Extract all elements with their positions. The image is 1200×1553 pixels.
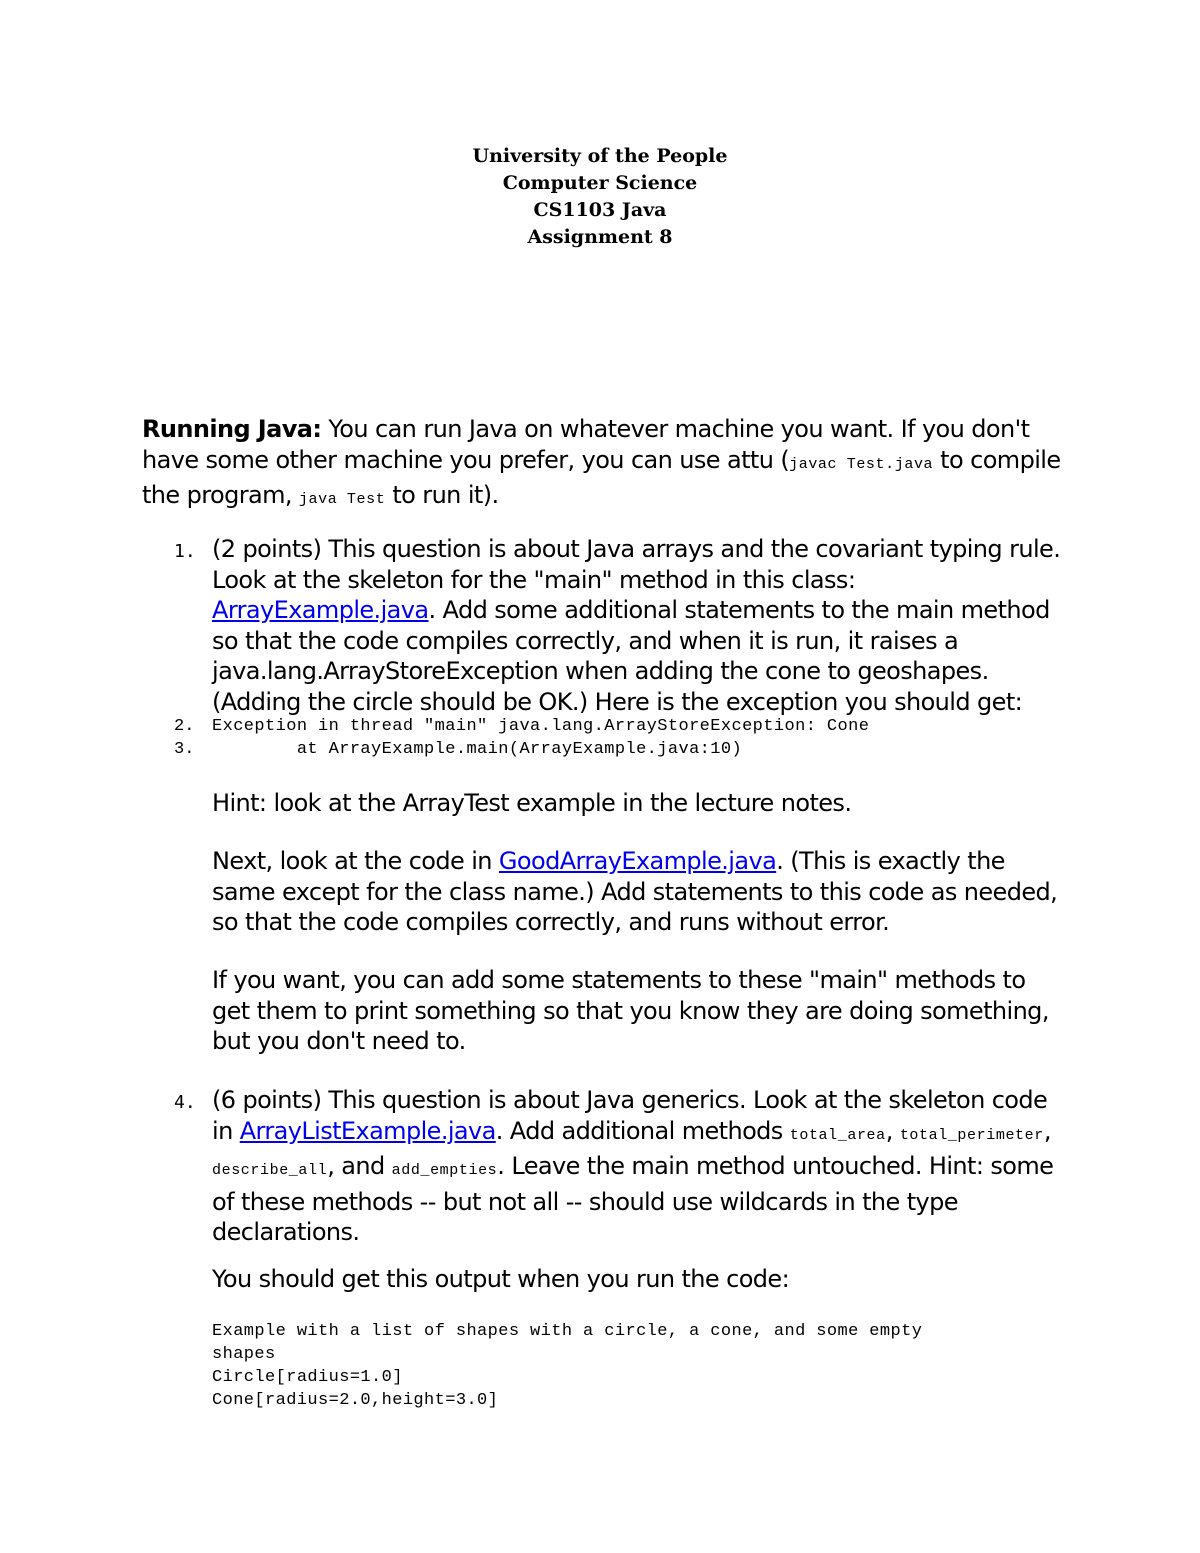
output-line: Circle[radius=1.0] bbox=[212, 1368, 403, 1387]
question-4-number: 4. bbox=[174, 1092, 196, 1113]
separator-2: , bbox=[1043, 1116, 1051, 1145]
running-java-paragraph bbox=[142, 414, 1062, 515]
question-4-text-1: (6 points) This question is about Java generics. Look at the skeleton code in bbox=[212, 1086, 1048, 1145]
next-text-1: Next, look at the code in bbox=[212, 847, 499, 875]
separator-1: , bbox=[885, 1116, 900, 1145]
method-total-perimeter: total_perimeter bbox=[899, 1126, 1044, 1144]
running-java-heading: Running Java: bbox=[142, 415, 322, 443]
intro-text-2: to compile the program, bbox=[142, 446, 1061, 509]
course-name: CS1103 Java bbox=[533, 199, 667, 221]
good-array-example-link[interactable]: GoodArrayExample.java bbox=[498, 847, 777, 875]
method-add-empties: add_empties bbox=[391, 1162, 498, 1179]
intro-text-3: to run it). bbox=[385, 481, 499, 509]
assignment-title: Assignment 8 bbox=[527, 226, 673, 248]
question-4-text bbox=[212, 1085, 1062, 1248]
output-line: Example with a list of shapes with a circle, a cone, and some empty bbox=[212, 1322, 923, 1341]
next-paragraph bbox=[212, 846, 1062, 938]
question-1-text bbox=[212, 534, 1062, 717]
output-line: Cone[radius=2.0,height=3.0] bbox=[212, 1391, 499, 1410]
array-example-link[interactable]: ArrayExample.java bbox=[212, 596, 429, 624]
question-4-text-2: . Add additional methods bbox=[495, 1116, 790, 1145]
expected-output-block bbox=[212, 1320, 1032, 1412]
code-line-2-number: 2. bbox=[174, 717, 195, 736]
output-intro-text: You should get this output when you run the code: bbox=[212, 1265, 790, 1293]
intro-text-1: You can run Java on whatever machine you want. If you don't have some other machine you prefer, you can use attu ( bbox=[142, 415, 1030, 474]
method-describe-all: describe_all bbox=[212, 1162, 328, 1179]
method-total-area: total_area bbox=[789, 1126, 886, 1144]
question-1-number: 1. bbox=[174, 541, 196, 562]
exception-code-line-1: Exception in thread "main" java.lang.ArrayStoreException: Cone bbox=[212, 717, 870, 736]
question-1-text-2: . Add some additional statements to the main method so that the code compiles correctly, and when it is run, it raises a java.lang.ArrayStoreException when adding the cone to geoshapes. (Adding the circle should be OK.) Here is the exception you should get: bbox=[212, 596, 1050, 716]
code-line-3-number: 3. bbox=[174, 740, 195, 759]
java-command: java Test bbox=[298, 491, 386, 508]
question-1-text-1: (2 points) This question is about Java arrays and the covariant typing rule. Look at the skeleton for the "main" method in this class: bbox=[212, 535, 1061, 594]
department-name: Computer Science bbox=[502, 172, 698, 194]
next-text-2: . (This is exactly the same except for the class name.) Add statements to this code as needed, so that the code compiles correctly, and runs without error. bbox=[212, 847, 1058, 936]
exception-code-line-2: at ArrayExample.main(ArrayExample.java:10) bbox=[212, 740, 743, 759]
hint-text: Hint: look at the ArrayTest example in the lecture notes. bbox=[212, 789, 852, 817]
separator-3: , and bbox=[327, 1152, 392, 1180]
optional-print-paragraph: If you want, you can add some statements to these "main" methods to get them to print something so that you know they are doing something, but you don't need to. bbox=[212, 966, 1049, 1055]
question-4-text-3: . Leave the main method untouched. Hint: some of these methods -- but not all -- should use wildcards in the type declarations. bbox=[212, 1152, 1054, 1246]
array-list-example-link[interactable]: ArrayListExample.java bbox=[239, 1116, 496, 1145]
javac-command: javac Test.java bbox=[789, 456, 934, 473]
university-name: University of the People bbox=[472, 145, 728, 167]
document-header bbox=[0, 143, 1200, 251]
output-line: shapes bbox=[212, 1345, 276, 1364]
